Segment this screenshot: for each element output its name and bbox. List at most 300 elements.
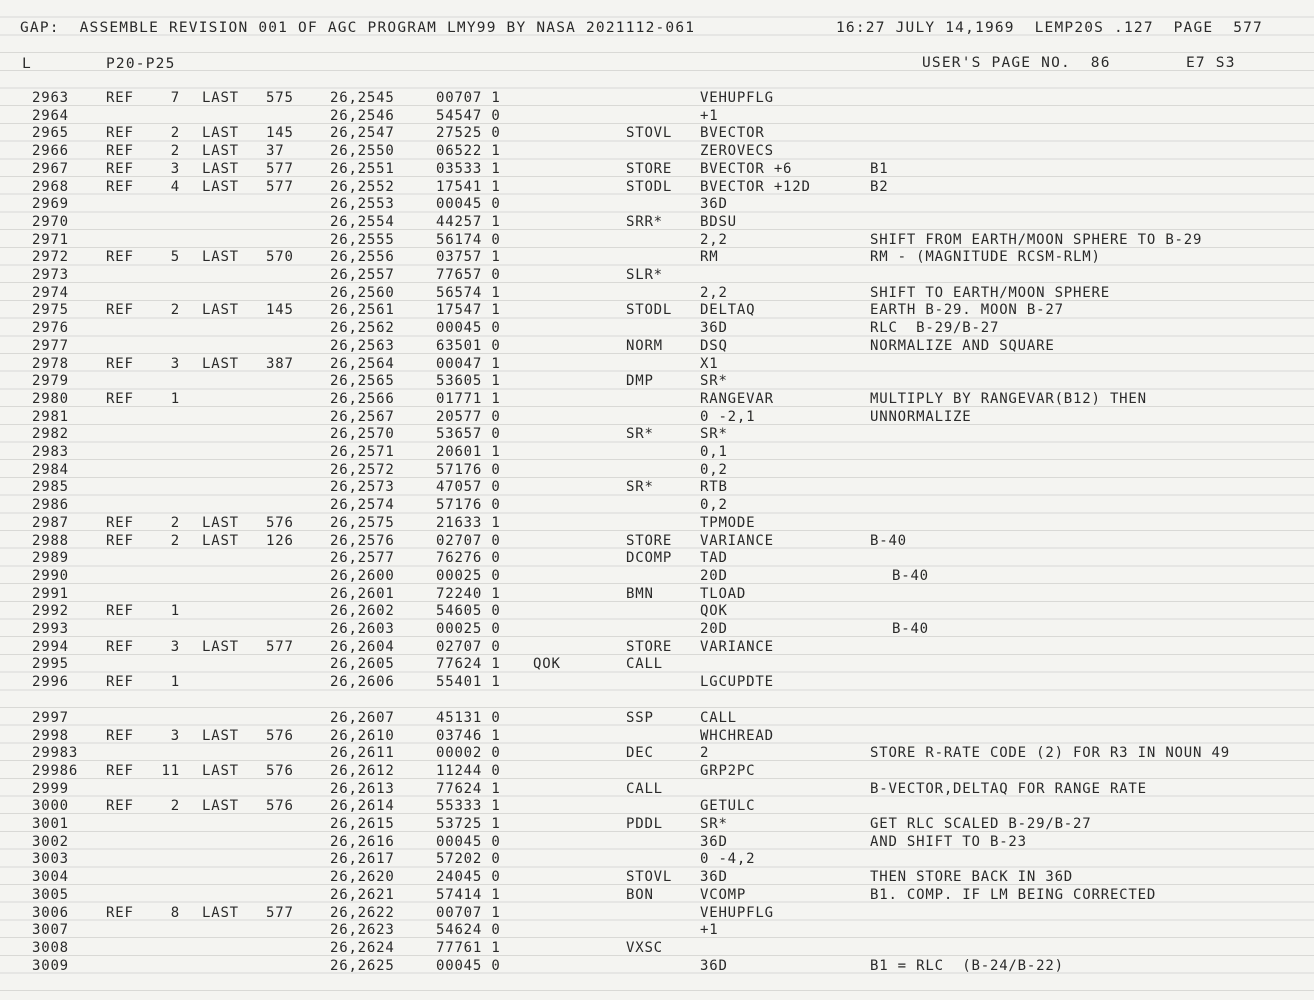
octal-code: 77624 1 [436, 780, 501, 797]
opcode: STOVL [626, 125, 673, 142]
opcode: DCOMP [626, 550, 673, 567]
address: 26,2576 [330, 532, 395, 549]
address: 26,2555 [330, 231, 395, 248]
listing-row [0, 586, 1314, 604]
ref-marker: REF [106, 727, 134, 744]
operand: SR* [700, 426, 728, 443]
ref-marker: REF [106, 904, 134, 921]
last-marker: LAST [202, 302, 239, 319]
octal-code: 53657 0 [436, 426, 501, 443]
line-number: 2982 [32, 426, 69, 443]
opcode: DMP [626, 373, 654, 390]
line-number: 2997 [32, 709, 69, 726]
ref-count: 3 [170, 727, 180, 744]
listing-row [0, 391, 1314, 409]
opcode: BMN [626, 585, 654, 602]
last-page: 387 [266, 355, 294, 372]
octal-code: 56174 0 [436, 231, 501, 248]
address: 26,2551 [330, 160, 395, 177]
ref-marker: REF [106, 638, 134, 655]
octal-code: 00045 0 [436, 196, 501, 213]
ref-marker: REF [106, 178, 134, 195]
operand: VEHUPFLG [700, 90, 774, 106]
comment: B-40 [892, 621, 929, 637]
listing-row [0, 763, 1314, 781]
octal-code: 00025 0 [436, 621, 501, 637]
listing-row [0, 922, 1314, 940]
address: 26,2577 [330, 550, 395, 567]
address: 26,2611 [330, 745, 395, 762]
opcode: CALL [626, 780, 663, 797]
operand: BVECTOR +6 [700, 160, 793, 177]
last-marker: LAST [202, 143, 239, 160]
octal-code: 24045 0 [436, 869, 501, 886]
line-number: 2999 [32, 780, 69, 797]
operand: 2,2 [700, 284, 728, 301]
last-marker: LAST [202, 514, 239, 531]
octal-code: 00045 0 [436, 833, 501, 850]
listing-row [0, 249, 1314, 267]
octal-code: 47057 0 [436, 479, 501, 496]
octal-code: 54605 0 [436, 603, 501, 620]
listing-row [0, 373, 1314, 391]
ref-count: 1 [170, 603, 180, 620]
opcode: STODL [626, 302, 673, 319]
comment: B2 [870, 178, 889, 195]
last-marker: LAST [202, 355, 239, 372]
address: 26,2567 [330, 408, 395, 425]
opcode: CALL [626, 656, 663, 673]
line-number: 2972 [32, 249, 69, 266]
octal-code: 56574 1 [436, 284, 501, 301]
line-number: 2983 [32, 444, 69, 460]
opcode: VXSC [626, 939, 663, 956]
line-number: 2993 [32, 621, 69, 637]
operand: QOK [700, 603, 728, 620]
label: QOK [533, 656, 561, 673]
ref-marker: REF [106, 762, 134, 779]
comment: GET RLC SCALED B-29/B-27 [870, 816, 1092, 832]
ref-count: 1 [170, 674, 180, 691]
line-number: 3002 [32, 833, 69, 850]
line-number: 3003 [32, 851, 69, 868]
octal-code: 00047 1 [436, 355, 501, 372]
opcode: STORE [626, 532, 673, 549]
header-date-page: 16:27 JULY 14,1969 LEMP20S .127 PAGE 577 [836, 20, 1263, 36]
ref-count: 3 [170, 355, 180, 372]
operand: 36D [700, 196, 728, 213]
ref-marker: REF [106, 90, 134, 106]
address: 26,2600 [330, 567, 395, 584]
ref-marker: REF [106, 160, 134, 177]
operand: DSQ [700, 337, 728, 354]
operand: VARIANCE [700, 638, 774, 655]
listing-row [0, 656, 1314, 674]
listing-row [0, 834, 1314, 852]
octal-code: 21633 1 [436, 514, 501, 531]
address: 26,2546 [330, 107, 395, 124]
address: 26,2605 [330, 656, 395, 673]
ref-marker: REF [106, 603, 134, 620]
octal-code: 00707 1 [436, 904, 501, 921]
octal-code: 54547 0 [436, 107, 501, 124]
address: 26,2625 [330, 957, 395, 974]
listing-row [0, 479, 1314, 497]
address: 26,2622 [330, 904, 395, 921]
line-number: 3004 [32, 869, 69, 886]
last-marker: LAST [202, 125, 239, 142]
last-page: 126 [266, 532, 294, 549]
last-marker: LAST [202, 638, 239, 655]
last-marker: LAST [202, 90, 239, 106]
operand: 36D [700, 957, 728, 974]
operand: CALL [700, 709, 737, 726]
listing-row [0, 710, 1314, 728]
address: 26,2616 [330, 833, 395, 850]
listing-row [0, 728, 1314, 746]
line-number: 2963 [32, 90, 69, 106]
operand: +1 [700, 107, 719, 124]
last-page: 145 [266, 302, 294, 319]
line-number: 2989 [32, 550, 69, 567]
line-number: 29983 [32, 745, 79, 762]
ref-count: 2 [170, 514, 180, 531]
ref-marker: REF [106, 390, 134, 407]
last-page: 576 [266, 727, 294, 744]
address: 26,2565 [330, 373, 395, 390]
octal-code: 02707 0 [436, 532, 501, 549]
octal-code: 03746 1 [436, 727, 501, 744]
comment: MULTIPLY BY RANGEVAR(B12) THEN [870, 390, 1147, 407]
header-title: GAP: ASSEMBLE REVISION 001 OF AGC PROGRAM LMY99 BY NASA 2021112-061 [20, 20, 696, 36]
ref-count: 5 [170, 249, 180, 266]
operand: 36D [700, 320, 728, 337]
octal-code: 63501 0 [436, 337, 501, 354]
listing-row [0, 444, 1314, 462]
ref-count: 2 [170, 798, 180, 815]
octal-code: 55401 1 [436, 674, 501, 691]
operand: BVECTOR [700, 125, 765, 142]
listing-row [0, 603, 1314, 621]
opcode: DEC [626, 745, 654, 762]
operand: 20D [700, 567, 728, 584]
ref-marker: REF [106, 302, 134, 319]
comment: SHIFT FROM EARTH/MOON SPHERE TO B-29 [870, 231, 1203, 248]
operand: RM [700, 249, 719, 266]
listing-row [0, 125, 1314, 143]
address: 26,2621 [330, 886, 395, 903]
comment: NORMALIZE AND SQUARE [870, 337, 1055, 354]
comment: AND SHIFT TO B-23 [870, 833, 1027, 850]
operand: 0 -2,1 [700, 408, 756, 425]
listing-row [0, 515, 1314, 533]
listing-row [0, 196, 1314, 214]
address: 26,2566 [330, 390, 395, 407]
line-number: 2976 [32, 320, 69, 337]
last-page: 37 [266, 143, 285, 160]
operand: RANGEVAR [700, 390, 774, 407]
ref-count: 2 [170, 125, 180, 142]
address: 26,2570 [330, 426, 395, 443]
last-page: 145 [266, 125, 294, 142]
opcode: SRR* [626, 213, 663, 230]
address: 26,2604 [330, 638, 395, 655]
address: 26,2572 [330, 461, 395, 478]
last-page: 577 [266, 178, 294, 195]
octal-code: 57176 0 [436, 461, 501, 478]
line-number: 2980 [32, 390, 69, 407]
listing-row [0, 781, 1314, 799]
ref-count: 3 [170, 638, 180, 655]
comment: B-40 [870, 532, 907, 549]
listing-row [0, 356, 1314, 374]
operand: +1 [700, 922, 719, 939]
ref-count: 2 [170, 302, 180, 319]
line-number: 2990 [32, 567, 69, 584]
operand: WHCHREAD [700, 727, 774, 744]
octal-code: 01771 1 [436, 390, 501, 407]
listing-row [0, 550, 1314, 568]
address: 26,2550 [330, 143, 395, 160]
line-number: 29986 [32, 762, 79, 779]
address: 26,2612 [330, 762, 395, 779]
listing-row [0, 958, 1314, 976]
octal-code: 06522 1 [436, 143, 501, 160]
line-number: 2973 [32, 267, 69, 283]
last-page: 577 [266, 638, 294, 655]
last-page: 575 [266, 90, 294, 106]
listing-row [0, 674, 1314, 692]
last-page: 570 [266, 249, 294, 266]
line-number: 2996 [32, 674, 69, 691]
line-number: 2994 [32, 638, 69, 655]
address: 26,2563 [330, 337, 395, 354]
operand: 0,2 [700, 497, 728, 514]
ref-marker: REF [106, 143, 134, 160]
address: 26,2620 [330, 869, 395, 886]
ref-marker: REF [106, 514, 134, 531]
listing-row [0, 285, 1314, 303]
address: 26,2606 [330, 674, 395, 691]
opcode: SLR* [626, 267, 663, 283]
listing-row [0, 179, 1314, 197]
listing-row [0, 426, 1314, 444]
line-number: 3009 [32, 957, 69, 974]
opcode: STOVL [626, 869, 673, 886]
operand: LGCUPDTE [700, 674, 774, 691]
octal-code: 03757 1 [436, 249, 501, 266]
line-number: 2968 [32, 178, 69, 195]
comment: B1 [870, 160, 889, 177]
listing-row [0, 302, 1314, 320]
last-marker: LAST [202, 904, 239, 921]
octal-code: 17547 1 [436, 302, 501, 319]
operand: GETULC [700, 798, 756, 815]
operand: VEHUPFLG [700, 904, 774, 921]
octal-code: 54624 0 [436, 922, 501, 939]
ref-marker: REF [106, 798, 134, 815]
operand: 2 [700, 745, 710, 762]
operand: 0,1 [700, 444, 728, 460]
line-number: 2964 [32, 107, 69, 124]
header-user-page: USER'S PAGE NO. 86 [922, 55, 1111, 71]
address: 26,2552 [330, 178, 395, 195]
opcode: SR* [626, 479, 654, 496]
last-marker: LAST [202, 160, 239, 177]
octal-code: 45131 0 [436, 709, 501, 726]
address: 26,2607 [330, 709, 395, 726]
listing-row [0, 143, 1314, 161]
line-number: 2965 [32, 125, 69, 142]
ref-count: 2 [170, 143, 180, 160]
listing-row [0, 905, 1314, 923]
octal-code: 02707 0 [436, 638, 501, 655]
operand: X1 [700, 355, 719, 372]
comment: UNNORMALIZE [870, 408, 972, 425]
octal-code: 77761 1 [436, 939, 501, 956]
octal-code: 76276 0 [436, 550, 501, 567]
address: 26,2557 [330, 267, 395, 283]
listing-row [0, 214, 1314, 232]
operand: RTB [700, 479, 728, 496]
address: 26,2573 [330, 479, 395, 496]
listing-row [0, 816, 1314, 834]
listing-row [0, 887, 1314, 905]
listing-row [0, 267, 1314, 285]
comment: B1 = RLC (B-24/B-22) [870, 957, 1064, 974]
listing-row [0, 639, 1314, 657]
address: 26,2624 [330, 939, 395, 956]
address: 26,2601 [330, 585, 395, 602]
line-number: 3007 [32, 922, 69, 939]
listing-row [0, 462, 1314, 480]
line-number: 2981 [32, 408, 69, 425]
comment: EARTH B-29. MOON B-27 [870, 302, 1064, 319]
line-number: 3006 [32, 904, 69, 921]
ref-marker: REF [106, 125, 134, 142]
address: 26,2614 [330, 798, 395, 815]
line-number: 2985 [32, 479, 69, 496]
last-page: 576 [266, 762, 294, 779]
address: 26,2562 [330, 320, 395, 337]
address: 26,2553 [330, 196, 395, 213]
ref-marker: REF [106, 355, 134, 372]
comment: B1. COMP. IF LM BEING CORRECTED [870, 886, 1157, 903]
octal-code: 00045 0 [436, 957, 501, 974]
octal-code: 44257 1 [436, 213, 501, 230]
ref-marker: REF [106, 532, 134, 549]
address: 26,2613 [330, 780, 395, 797]
address: 26,2603 [330, 621, 395, 637]
octal-code: 00707 1 [436, 90, 501, 106]
operand: 0 -4,2 [700, 851, 756, 868]
last-marker: LAST [202, 762, 239, 779]
listing-row [0, 409, 1314, 427]
octal-code: 53725 1 [436, 816, 501, 832]
octal-code: 20601 1 [436, 444, 501, 460]
line-number: 3005 [32, 886, 69, 903]
last-marker: LAST [202, 249, 239, 266]
operand: 2,2 [700, 231, 728, 248]
address: 26,2617 [330, 851, 395, 868]
listing-row [0, 497, 1314, 515]
ref-count: 8 [170, 904, 180, 921]
last-marker: LAST [202, 178, 239, 195]
opcode: BON [626, 886, 654, 903]
address: 26,2547 [330, 125, 395, 142]
listing-row [0, 338, 1314, 356]
line-number: 2998 [32, 727, 69, 744]
operand: SR* [700, 373, 728, 390]
line-number: 2987 [32, 514, 69, 531]
listing-row [0, 232, 1314, 250]
address: 26,2556 [330, 249, 395, 266]
listing-row [0, 745, 1314, 763]
octal-code: 20577 0 [436, 408, 501, 425]
address: 26,2561 [330, 302, 395, 319]
ref-count: 4 [170, 178, 180, 195]
line-number: 2988 [32, 532, 69, 549]
address: 26,2623 [330, 922, 395, 939]
address: 26,2564 [330, 355, 395, 372]
operand: 36D [700, 869, 728, 886]
listing-row [0, 869, 1314, 887]
operand: 20D [700, 621, 728, 637]
octal-code: 11244 0 [436, 762, 501, 779]
line-number: 2971 [32, 231, 69, 248]
address: 26,2574 [330, 497, 395, 514]
line-number: 2986 [32, 497, 69, 514]
comment: B-40 [892, 567, 929, 584]
octal-code: 27525 0 [436, 125, 501, 142]
header-l-marker: L [22, 56, 32, 72]
line-number: 2991 [32, 585, 69, 602]
header-section: P20-P25 [106, 56, 176, 72]
octal-code: 57414 1 [436, 886, 501, 903]
ref-count: 2 [170, 532, 180, 549]
address: 26,2545 [330, 90, 395, 106]
opcode: NORM [626, 337, 663, 354]
operand: 36D [700, 833, 728, 850]
octal-code: 53605 1 [436, 373, 501, 390]
comment: RLC B-29/B-27 [870, 320, 1000, 337]
opcode: SSP [626, 709, 654, 726]
operand: BDSU [700, 213, 737, 230]
address: 26,2560 [330, 284, 395, 301]
operand: TPMODE [700, 514, 756, 531]
operand: TLOAD [700, 585, 747, 602]
octal-code: 57176 0 [436, 497, 501, 514]
listing-row [0, 533, 1314, 551]
octal-code: 77657 0 [436, 267, 501, 283]
listing-row [0, 621, 1314, 639]
operand: VCOMP [700, 886, 747, 903]
ref-marker: REF [106, 674, 134, 691]
line-number: 2984 [32, 461, 69, 478]
opcode: PDDL [626, 816, 663, 832]
listing-row [0, 161, 1314, 179]
operand: VARIANCE [700, 532, 774, 549]
comment: THEN STORE BACK IN 36D [870, 869, 1074, 886]
line-number: 2979 [32, 373, 69, 390]
operand: TAD [700, 550, 728, 567]
octal-code: 00002 0 [436, 745, 501, 762]
operand: BVECTOR +12D [700, 178, 811, 195]
octal-code: 03533 1 [436, 160, 501, 177]
last-page: 577 [266, 160, 294, 177]
opcode: SR* [626, 426, 654, 443]
line-number: 2974 [32, 284, 69, 301]
